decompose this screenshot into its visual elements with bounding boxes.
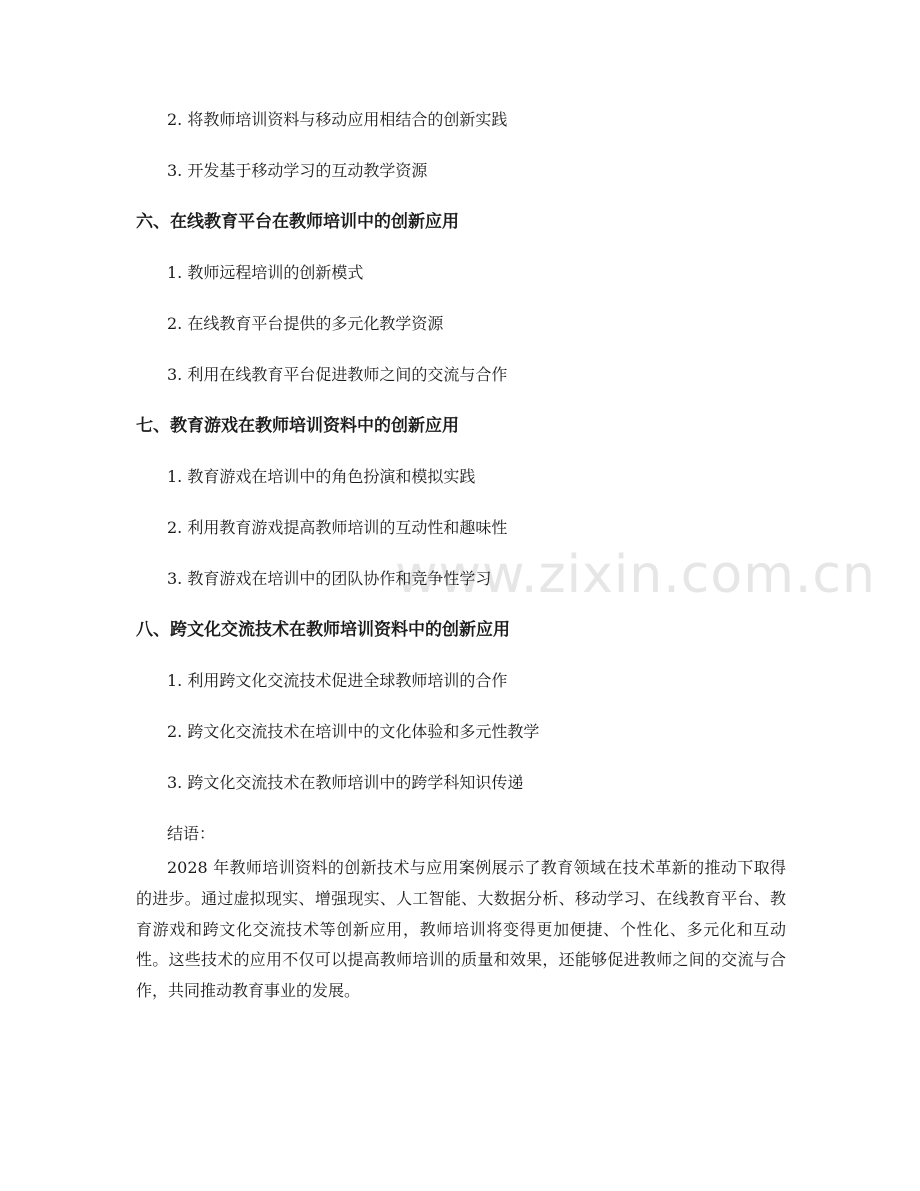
list-item: 1. 教育游戏在培训中的角色扮演和模拟实践: [167, 467, 476, 486]
list-item: 2. 在线教育平台提供的多元化教学资源: [167, 314, 444, 333]
section-heading: 八、跨文化交流技术在教师培训资料中的创新应用: [136, 620, 510, 640]
list-item: 2. 跨文化交流技术在培训中的文化体验和多元性教学: [167, 722, 540, 741]
list-item: 2. 利用教育游戏提高教师培训的互动性和趣味性: [167, 518, 508, 537]
conclusion-label: 结语：: [167, 824, 216, 843]
list-item: 3. 开发基于移动学习的互动教学资源: [167, 161, 428, 180]
list-item: 1. 教师远程培训的创新模式: [167, 263, 364, 282]
list-item: 1. 利用跨文化交流技术促进全球教师培训的合作: [167, 671, 508, 690]
conclusion-paragraph: 2028 年教师培训资料的创新技术与应用案例展示了教育领域在技术革新的推动下取得的进步。通过虚拟现实、增强现实、人工智能、大数据分析、移动学习、在线教育平台、教育游戏和跨文化交流技术等创新应用，教师培训将变得更加便捷、个性化、多元化和互动性。这些技术的应用不仅可以提高教师培训的质量和效果，还能够促进教师之间的交流与合作，共同推动教育事业的发展。: [136, 858, 786, 1001]
section-heading: 六、在线教育平台在教师培训中的创新应用: [136, 212, 459, 232]
list-item: 3. 跨文化交流技术在教师培训中的跨学科知识传递: [167, 773, 524, 792]
list-item: 3. 教育游戏在培训中的团队协作和竞争性学习: [167, 569, 492, 588]
section-heading: 七、教育游戏在教师培训资料中的创新应用: [136, 416, 459, 436]
watermark: www.zixin.com.cn: [395, 545, 876, 605]
list-item: 3. 利用在线教育平台促进教师之间的交流与合作: [167, 365, 508, 384]
list-item: 2. 将教师培训资料与移动应用相结合的创新实践: [167, 110, 508, 129]
